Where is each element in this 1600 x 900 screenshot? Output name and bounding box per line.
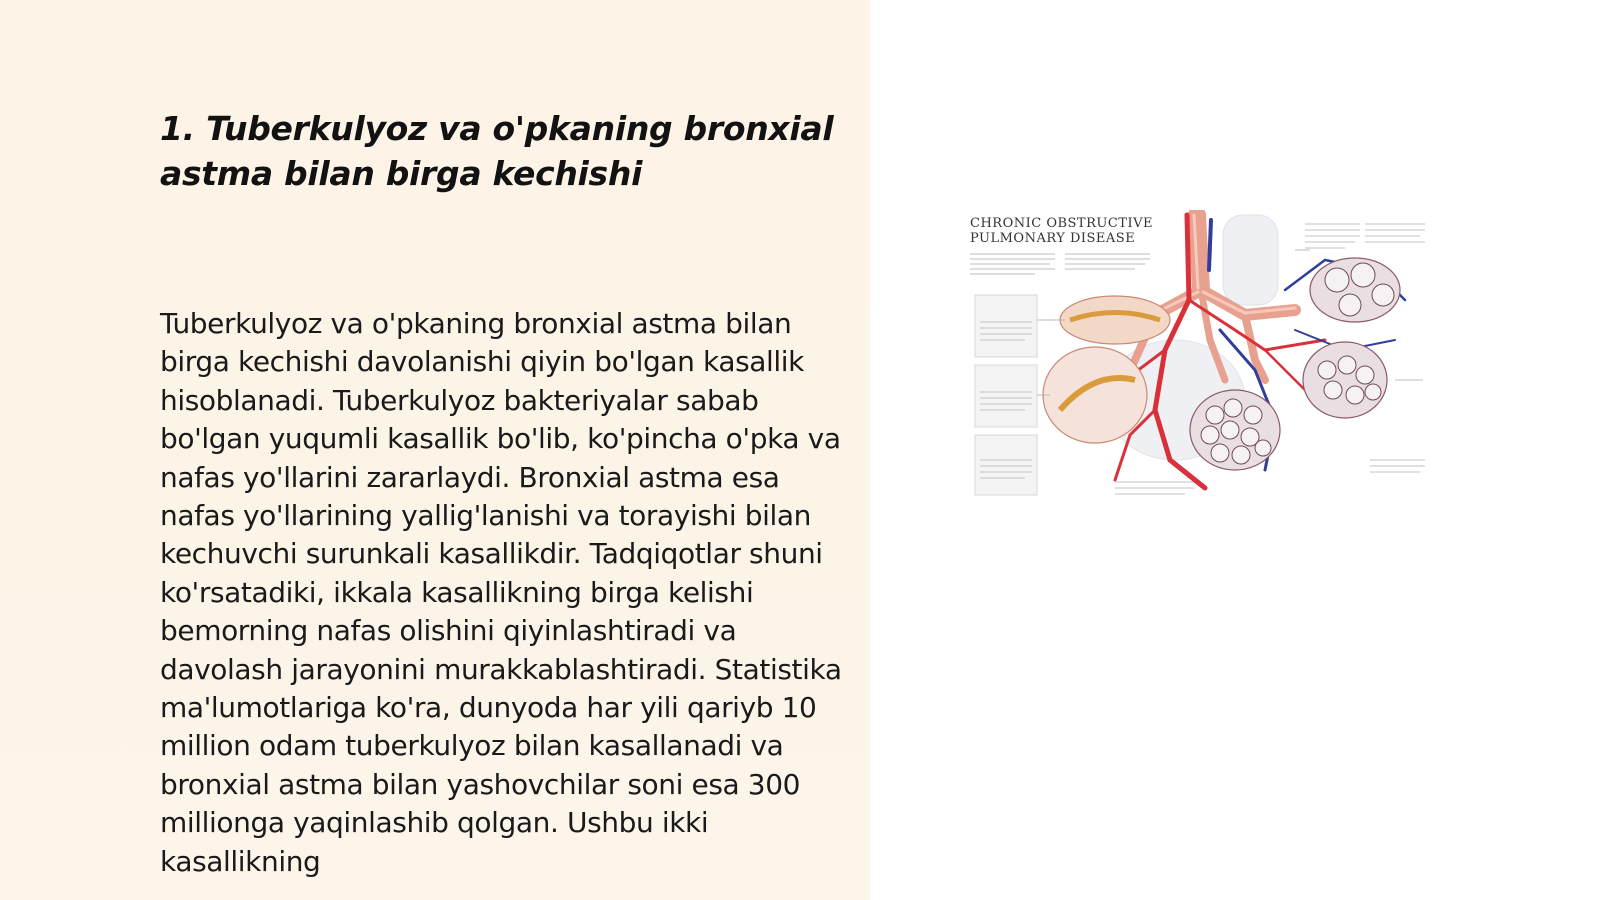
figure-title-line1: CHRONIC OBSTRUCTIVE bbox=[970, 216, 1153, 231]
copd-illustration-svg bbox=[965, 210, 1435, 505]
figure-title-line2: PULMONARY DISEASE bbox=[970, 231, 1136, 246]
figure-side-panels bbox=[975, 295, 1037, 495]
copd-illustration bbox=[965, 210, 1435, 505]
slide-body-text: Tuberkulyoz va o'pkaning bronxial astma bilan birga kechishi davolanishi qiyin bo'lgan kasallik hisoblanadi. Tuberkulyoz bakteriyalar sabab bo'lgan yuqumli kasallik bo'lib, ko'pincha o'pka va nafas yo'llarini zararlaydi. Bronxial astma esa nafas yo'llarining yallig'lanishi va torayishi bilan kechuvchi surunkali kasallikdir. Tadqiqotlar shuni ko'rsatadiki, ikkala kasallikning birga kelishi bemorning nafas olishini qiyinlashtiradi va davolash jarayonini murakkablashtiradi. Statistika ma'lumotlariga ko'ra, dunyoda har yili qariyb 10 million odam tuberkulyoz bilan kasallanadi va bronxial astma bilan yashovchilar soni esa 300 millionga yaqinlashib qolgan. Ushbu ikki kasallikning bbox=[160, 307, 842, 878]
slide-title: 1. Tuberkulyoz va o'pkaning bronxial astma bilan birga kechishi bbox=[160, 109, 834, 193]
